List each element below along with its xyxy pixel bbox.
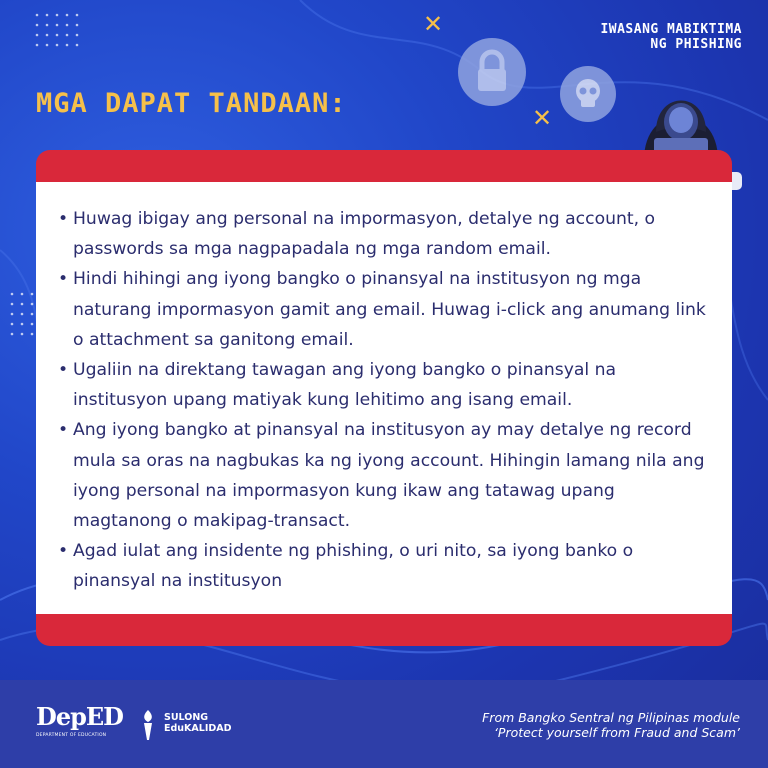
tip-item: • Hindi hihingi ang iyong bangko o pinansyal na institusyon ng mga naturang impormasyon gamit ang email. Huwag i-click ang anumang link o attachment sa ganitong email. xyxy=(58,264,714,355)
sulong-edukalidad-logo xyxy=(164,712,231,734)
tip-item: • Huwag ibigay ang personal na impormasyon, detalye ng account, o passwords sa mga nagpapadala ng mga random email. xyxy=(58,204,714,264)
sulong-line2: EduKALIDAD xyxy=(164,723,232,734)
deped-subtitle: DEPARTMENT OF EDUCATION xyxy=(36,733,107,738)
x-decoration-icon: ✕ xyxy=(532,104,553,132)
lock-icon xyxy=(458,38,526,106)
dot-grid-top xyxy=(34,12,94,56)
page-heading: MGA DAPAT TANDAAN: xyxy=(36,88,347,119)
card-bottom-band xyxy=(36,614,732,646)
card-top-band xyxy=(36,150,732,184)
torch-icon xyxy=(136,708,160,742)
tips-list xyxy=(36,182,732,597)
tips-card xyxy=(36,182,732,616)
source-credit xyxy=(482,710,740,740)
credit-line1: From Bangko Sentral ng Pilipinas module xyxy=(482,710,740,725)
top-title-line2: NG PHISHING xyxy=(650,37,742,52)
sulong-line1: SULONG xyxy=(164,712,209,723)
skull-icon xyxy=(560,66,616,122)
credit-line2: ‘Protect yourself from Fraud and Scam’ xyxy=(493,725,740,740)
top-title xyxy=(600,22,742,52)
dot-grid-left xyxy=(8,290,38,350)
x-decoration-icon: ✕ xyxy=(423,10,444,38)
tip-item: • Ang iyong bangko at pinansyal na institusyon ay may detalye ng record mula sa oras na nagbukas ka ng iyong account. Hihingin lamang nila ang iyong personal na impormasyon kung ikaw ang tatawag upang magtanong o makipag-transact. xyxy=(58,415,714,536)
top-title-line1: IWASANG MABIKTIMA xyxy=(600,22,742,37)
tip-item: • Agad iulat ang insidente ng phishing, o uri nito, sa iyong banko o pinansyal na institusyon xyxy=(58,536,714,596)
tip-item: • Ugaliin na direktang tawagan ang iyong bangko o pinansyal na institusyon upang matiyak kung lehitimo ang isang email. xyxy=(58,355,714,415)
deped-logo: DepED xyxy=(36,702,123,731)
